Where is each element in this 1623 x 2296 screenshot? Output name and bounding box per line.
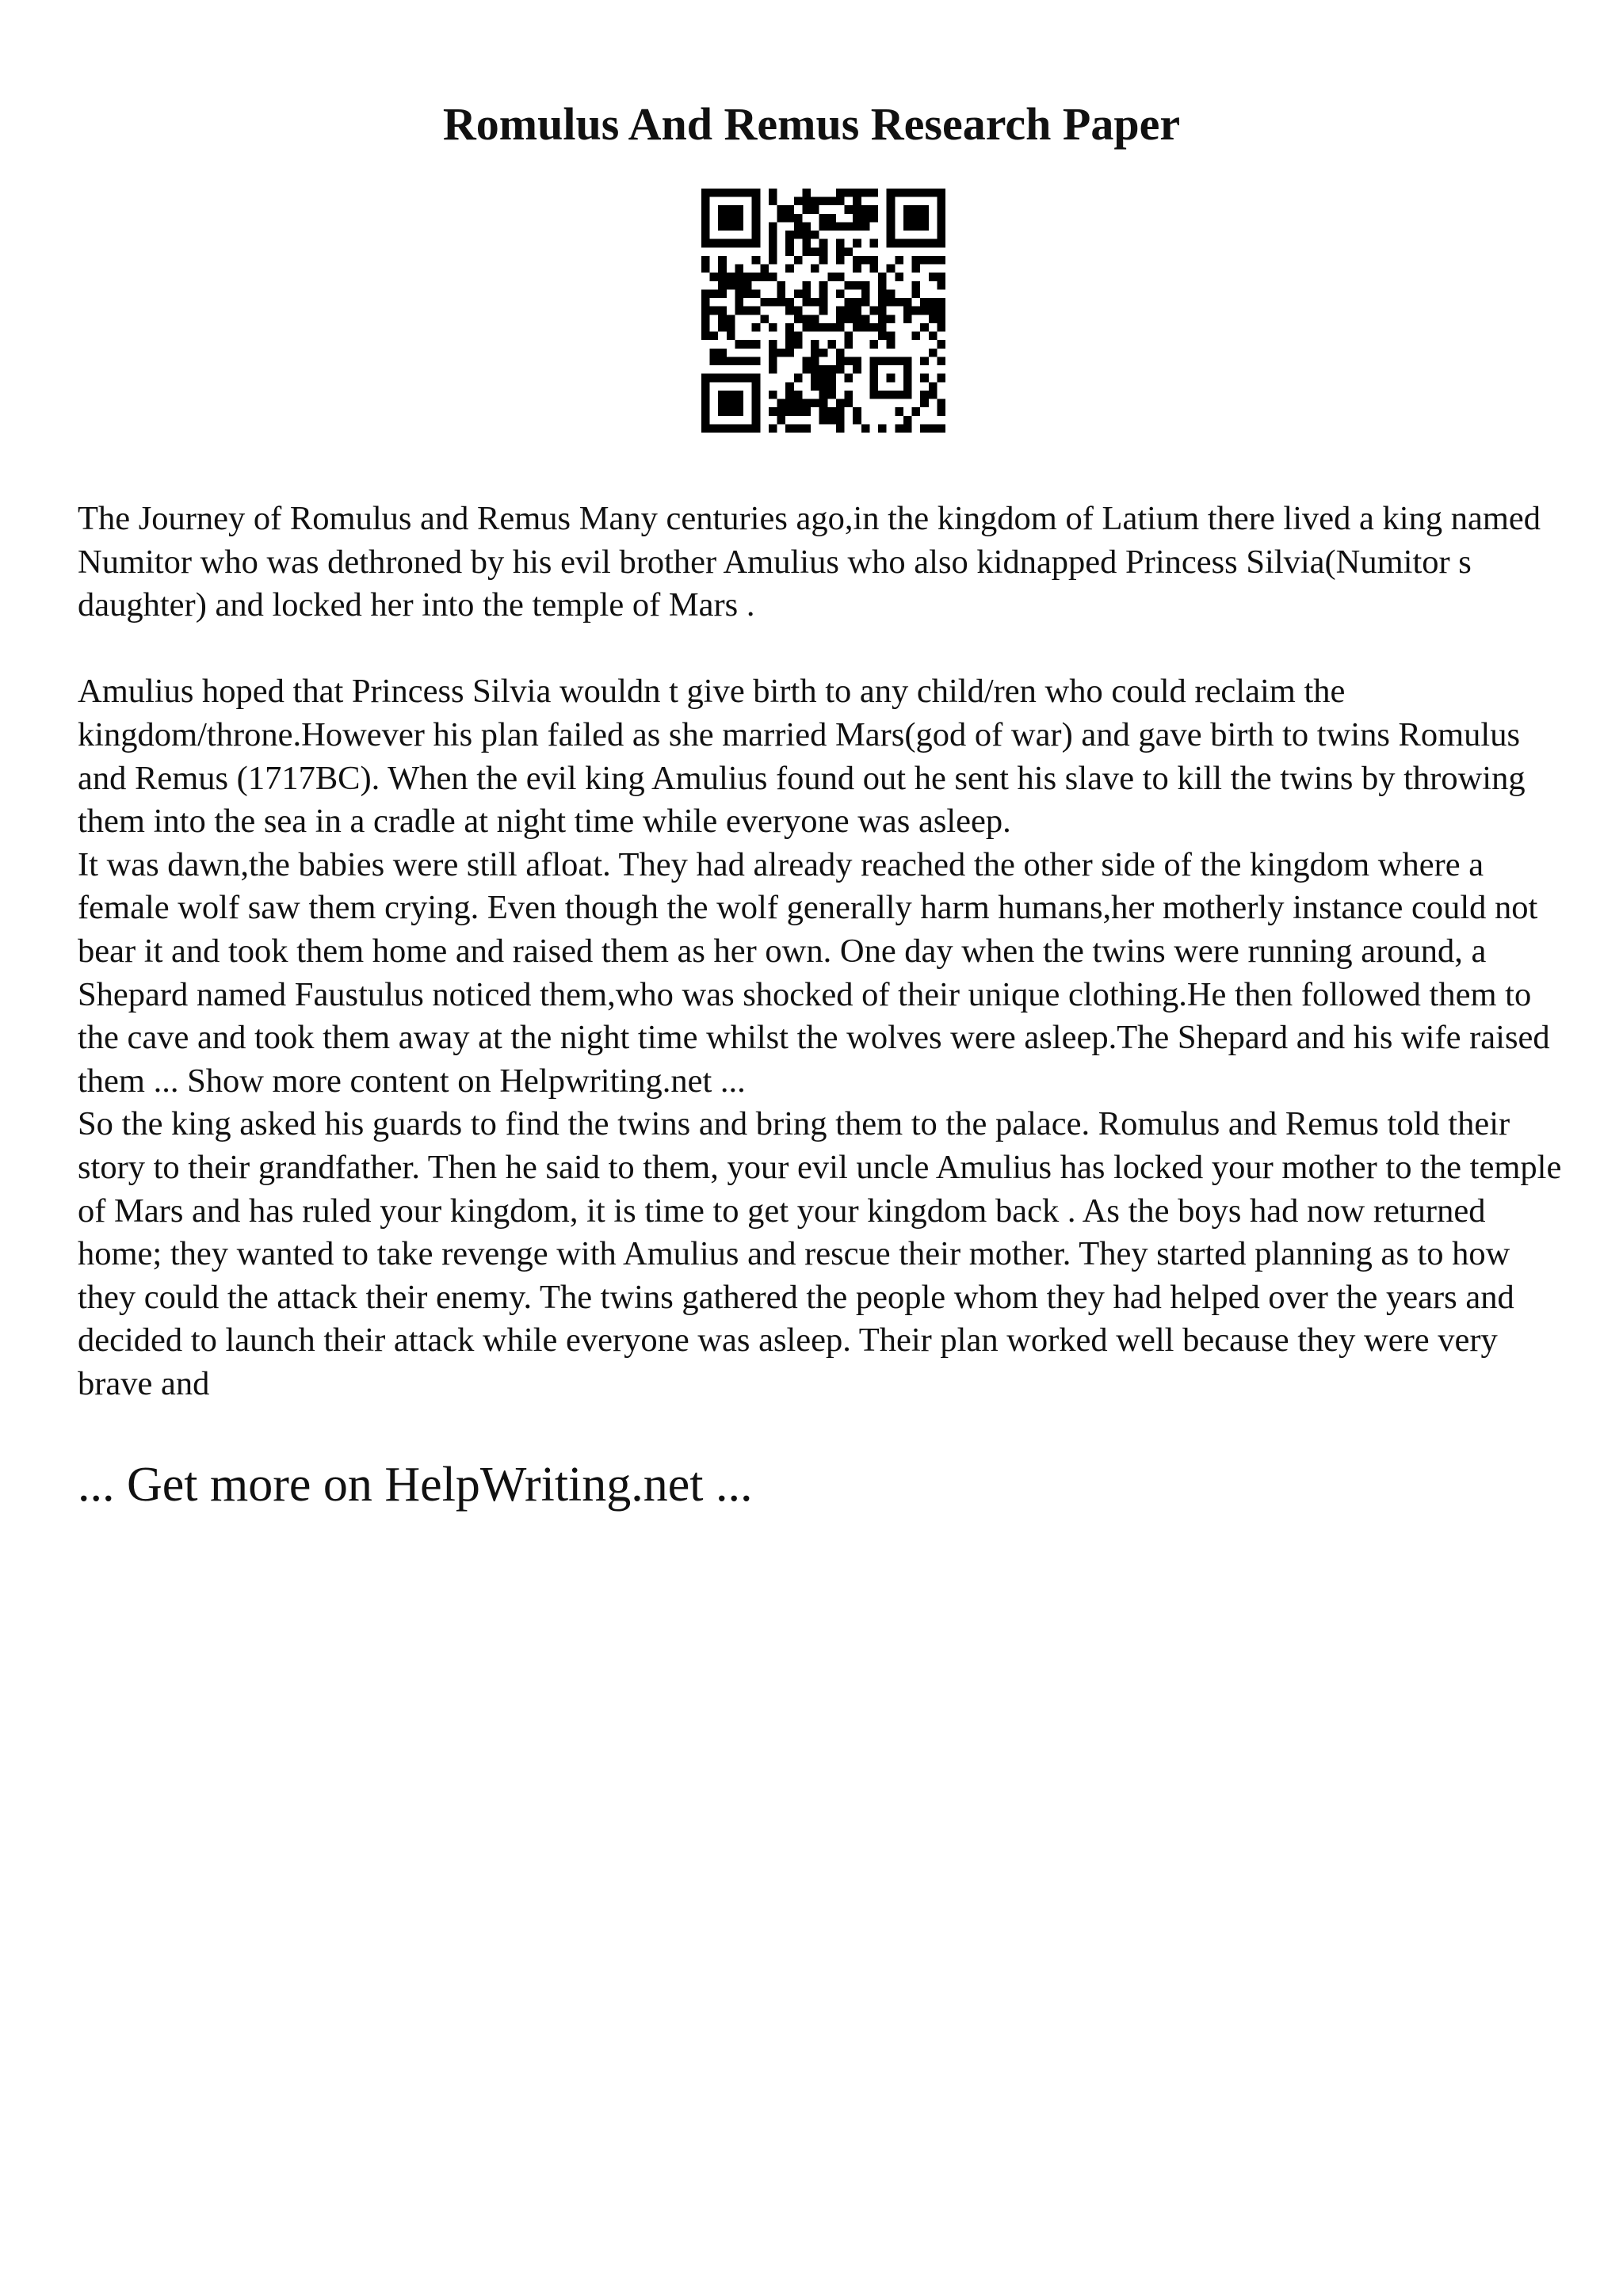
document-body xyxy=(78,498,1568,1405)
paragraph-3: It was dawn,the babies were still afloat. They had already reached the other side of the kingdom where a female wolf saw them crying. Even though the wolf generally harm humans,her motherly instance could not bear it and took them home and raised them as her own. One day when the twins were running around, a Shepard named Faustulus noticed them,who was shocked of their unique clothing.He then followed them to the cave and took them away at the night time whilst the wolves were asleep.The Shepard and his wife raised them ... Show more content on Helpwriting.net ... xyxy=(78,845,1550,1100)
paragraph-4: So the king asked his guards to find the twins and bring them to the palace. Romulus and Remus told their story to their grandfather. Then he said to them, your evil uncle Amulius has locked your mother to the temple of Mars and has ruled your kingdom, it is time to get your kingdom back . As the boys had now returned home; they wanted to take revenge with Amulius and rescue their mother. They started planning as to how they could the attack their enemy. The twins gathered the people whom they had helped over the years and decided to launch their attack while everyone was asleep. Their plan worked well because they were very brave and xyxy=(78,1105,1562,1402)
paragraph-2: Amulius hoped that Princess Silvia wouldn t give birth to any child/ren who could reclaim the kingdom/throne.However his plan failed as she married Mars(god of war) and gave birth to twins Romulus and Remus (1717BC). When the evil king Amulius found out he sent his slave to kill the twins by throwing them into the sea in a cradle at night time while everyone was asleep. xyxy=(78,673,1526,841)
paragraph-1: The Journey of Romulus and Remus Many centuries ago,in the kingdom of Latium there lived a king named Numitor who was dethroned by his evil brother Amulius who also kidnapped Princess Silvia(Numitor s daughter) and locked her into the temple of Mars . xyxy=(78,500,1541,624)
qr-code-icon[interactable] xyxy=(701,189,945,433)
page-title: Romulus And Remus Research Paper xyxy=(442,98,1181,150)
get-more-link[interactable]: ... Get more on HelpWriting.net ... xyxy=(78,1458,753,1512)
paragraph-gap xyxy=(78,627,1568,671)
